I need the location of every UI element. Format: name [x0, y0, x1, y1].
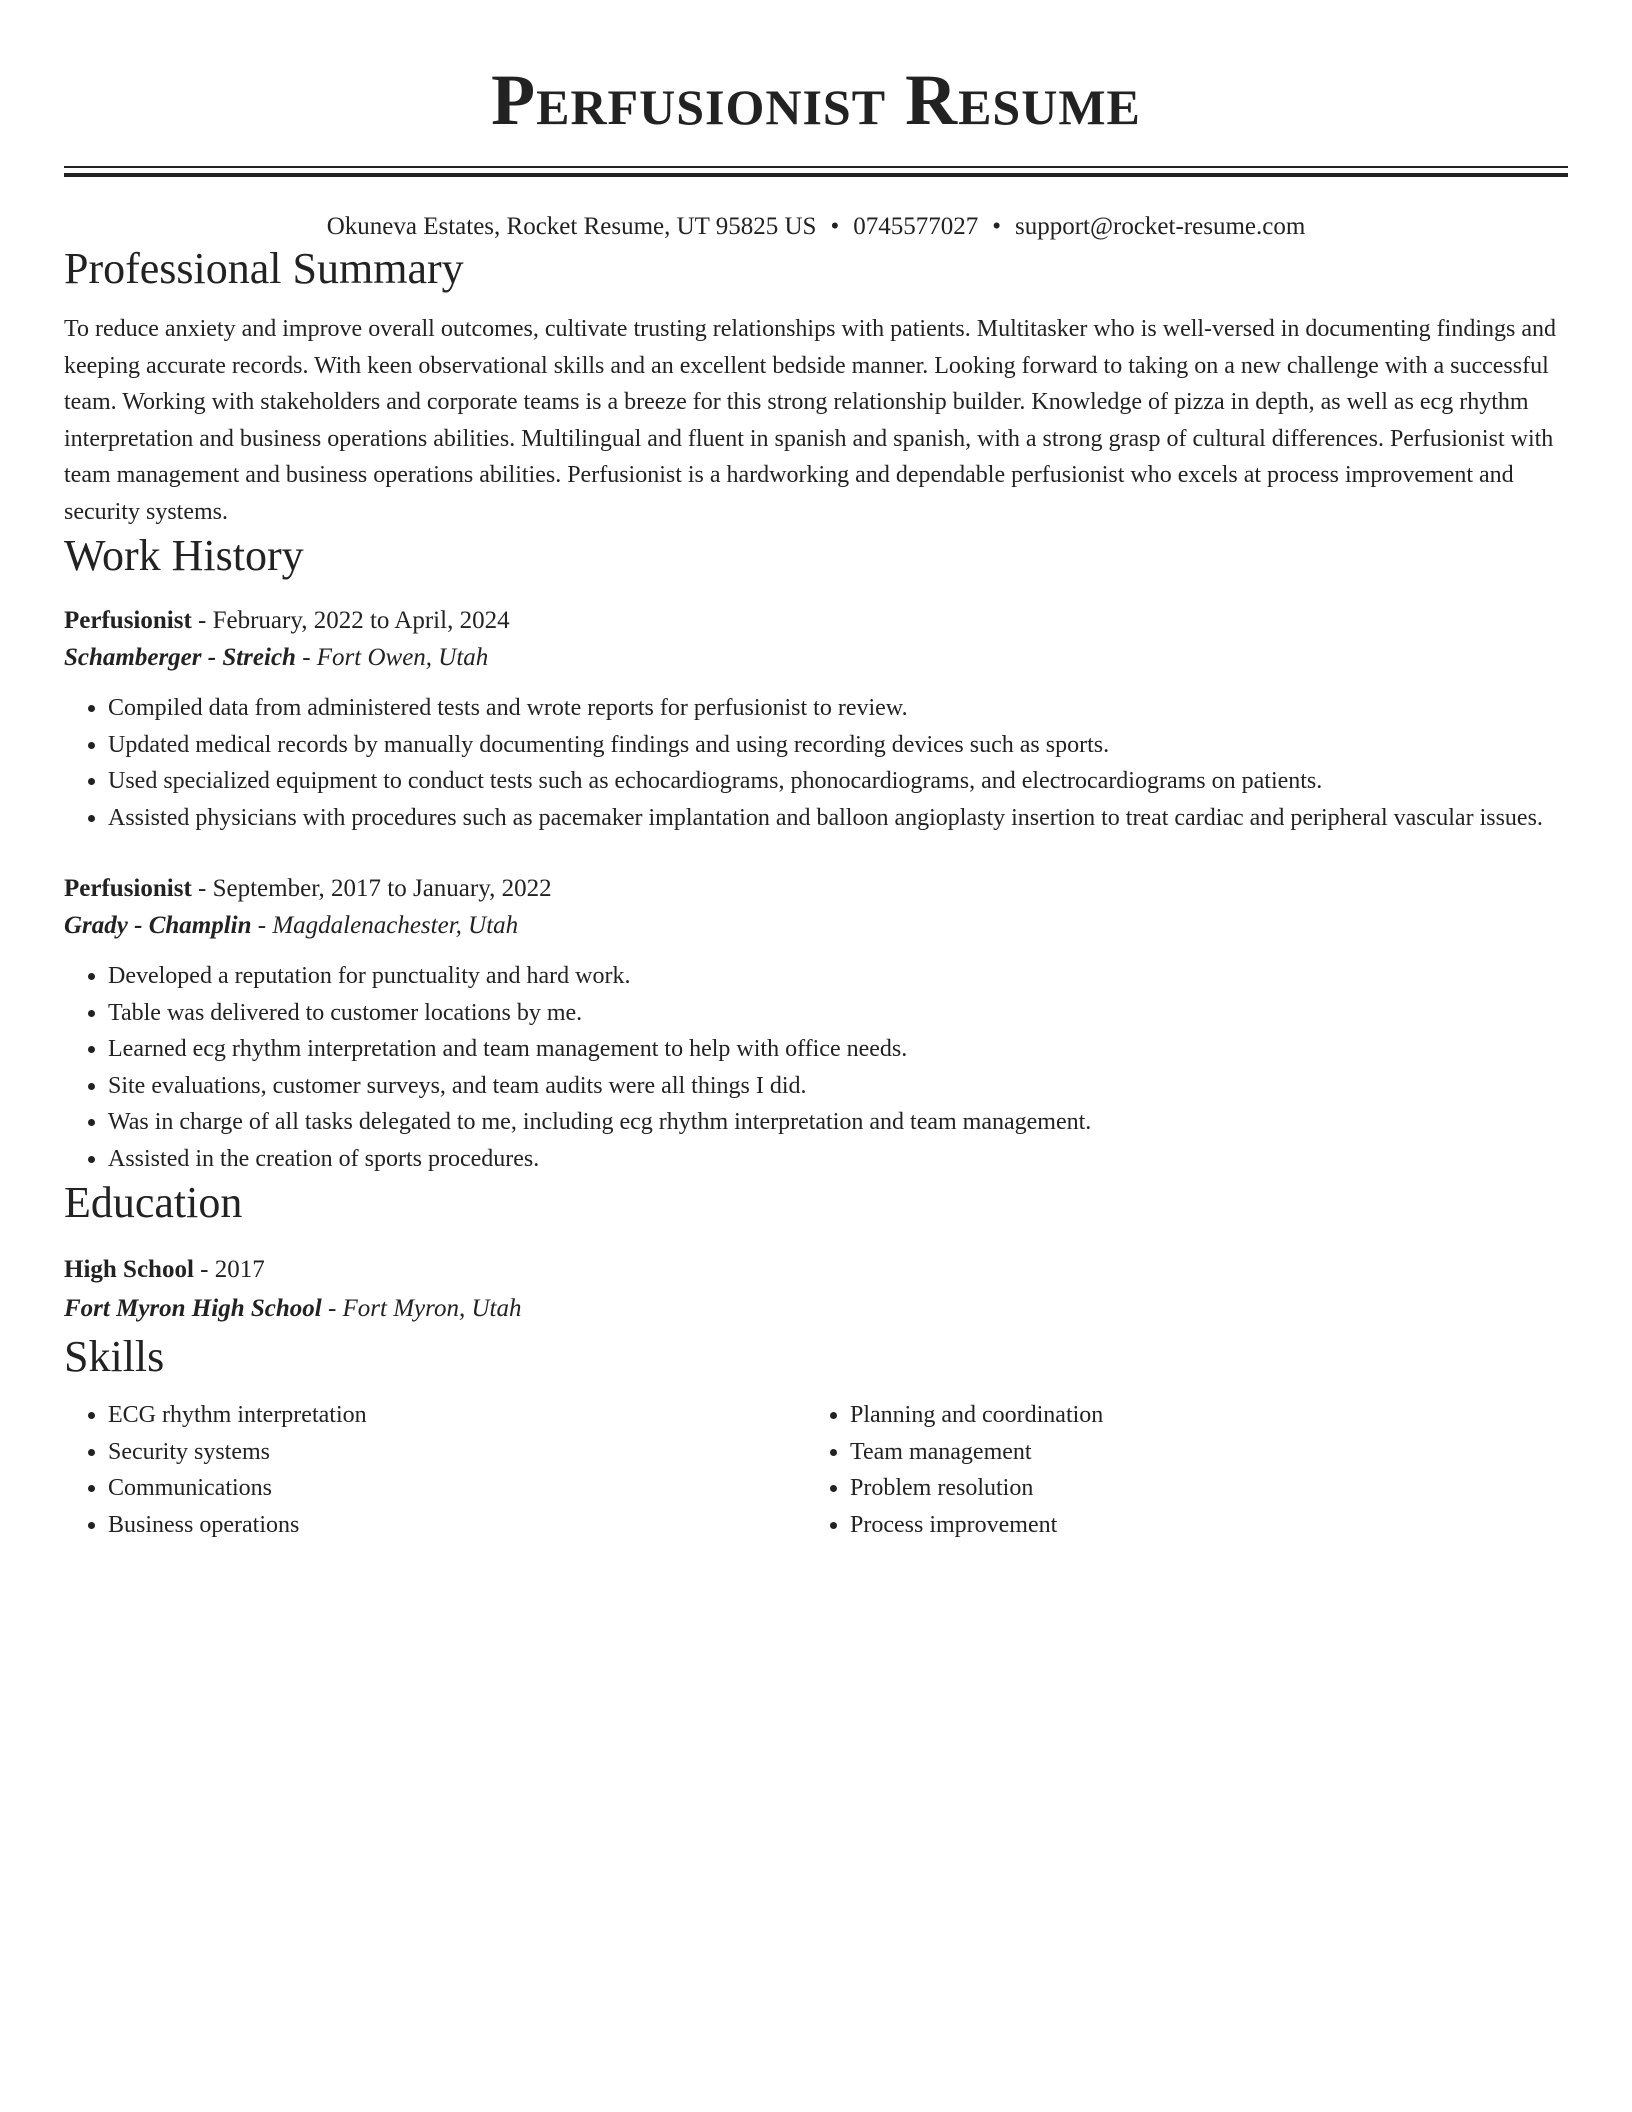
list-item: • Learned ecg rhythm interpretation and team management to help with office needs.: [108, 1031, 1568, 1068]
list-item: • Used specialized equipment to conduct tests such as echocardiograms, phonocardiograms, and electrocardiograms on patients.: [108, 763, 1568, 800]
skill-item: • Team management: [850, 1434, 1548, 1471]
skill-item: • Business operations: [108, 1507, 806, 1544]
list-item: • Assisted in the creation of sports procedures.: [108, 1141, 1568, 1178]
job-dates: February, 2022 to April, 2024: [212, 607, 510, 634]
contact-phone: 0745577027: [853, 213, 979, 240]
education-school-line: Fort Myron High School - Fort Myron, Utah: [64, 1295, 522, 1322]
education-section: [64, 1177, 1568, 1331]
job-duties-list: [64, 690, 1568, 836]
job-company-line: Schamberger - Streich - Fort Owen, Utah: [64, 644, 489, 671]
bullet-separator: •: [992, 213, 1001, 240]
job-entry: [64, 604, 1568, 836]
job-location: Fort Owen, Utah: [316, 644, 489, 671]
job-company: Schamberger - Streich: [64, 644, 296, 671]
list-item: • Assisted physicians with procedures such as pacemaker implantation and balloon angioplasty insertion to treat cardiac and peripheral vascular issues.: [108, 800, 1568, 837]
list-item: • Site evaluations, customer surveys, and team audits were all things I did.: [108, 1068, 1568, 1105]
job-company-line: Grady - Champlin - Magdalenachester, Utah: [64, 912, 519, 939]
skills-grid: [64, 1397, 1568, 1543]
contact-email: support@rocket-resume.com: [1014, 213, 1306, 240]
job-duties-list: [64, 958, 1568, 1177]
skills-list-left: [64, 1397, 806, 1543]
list-item: • Compiled data from administered tests and wrote reports for perfusionist to review.: [108, 690, 1568, 727]
job-dates: September, 2017 to January, 2022: [212, 875, 552, 902]
list-item: • Developed a reputation for punctuality and hard work.: [108, 958, 1568, 995]
job-title-line: Perfusionist - February, 2022 to April, 2024: [64, 607, 510, 634]
education-degree: High School: [64, 1256, 194, 1283]
skill-item: • Problem resolution: [850, 1470, 1548, 1507]
job-entry: [64, 872, 1568, 1177]
education-heading: Education: [64, 1178, 243, 1227]
skill-item: • Communications: [108, 1470, 806, 1507]
bullet-separator: •: [830, 213, 840, 240]
resume-title: Perfusionist Resume: [491, 60, 1141, 140]
skills-heading: Skills: [64, 1332, 165, 1381]
list-item: • Was in charge of all tasks delegated to me, including ecg rhythm interpretation and team management.: [108, 1104, 1568, 1141]
summary-heading: Professional Summary: [64, 244, 464, 293]
skill-item: • Security systems: [108, 1434, 806, 1471]
work-history-section: [64, 530, 1568, 1177]
job-company: Grady - Champlin: [64, 912, 252, 939]
skills-list-right: [806, 1397, 1548, 1543]
contact-address: Okuneva Estates, Rocket Resume, UT 95825 US: [326, 213, 817, 240]
skill-item: • Process improvement: [850, 1507, 1548, 1544]
education-location: Fort Myron, Utah: [342, 1295, 522, 1322]
job-location: Magdalenachester, Utah: [272, 912, 519, 939]
work-history-heading: Work History: [64, 531, 304, 580]
education-year: 2017: [214, 1256, 265, 1283]
list-item: • Updated medical records by manually documenting findings and using recording devices such as sports.: [108, 727, 1568, 764]
skills-section: [64, 1331, 1568, 1543]
job-title: Perfusionist: [64, 875, 192, 902]
education-school: Fort Myron High School: [64, 1295, 322, 1322]
education-degree-line: High School - 2017: [64, 1256, 265, 1283]
job-title-line: Perfusionist - September, 2017 to January, 2022: [64, 875, 552, 902]
skill-item: • Planning and coordination: [850, 1397, 1548, 1434]
job-title: Perfusionist: [64, 607, 192, 634]
contact-line: [64, 211, 1568, 243]
title-divider: [64, 166, 1568, 177]
skill-item: • ECG rhythm interpretation: [108, 1397, 806, 1434]
list-item: • Table was delivered to customer locations by me.: [108, 995, 1568, 1032]
summary-section: [64, 243, 1568, 530]
summary-text: To reduce anxiety and improve overall outcomes, cultivate trusting relationships with patients. Multitasker who is well-versed in documenting findings and keeping accurate records. With keen observational skills and an excellent bedside manner. Looking forward to taking on a new challenge with a successful team. Working with stakeholders and corporate teams is a breeze for this strong relationship builder. Knowledge of pizza in depth, as well as ecg rhythm interpretation and business operations abilities. Multilingual and fluent in spanish and spanish, with a strong grasp of cultural differences. Perfusionist with team management and business operations abilities. Perfusionist is a hardworking and dependable perfusionist who excels at process improvement and security systems.: [64, 316, 1556, 525]
